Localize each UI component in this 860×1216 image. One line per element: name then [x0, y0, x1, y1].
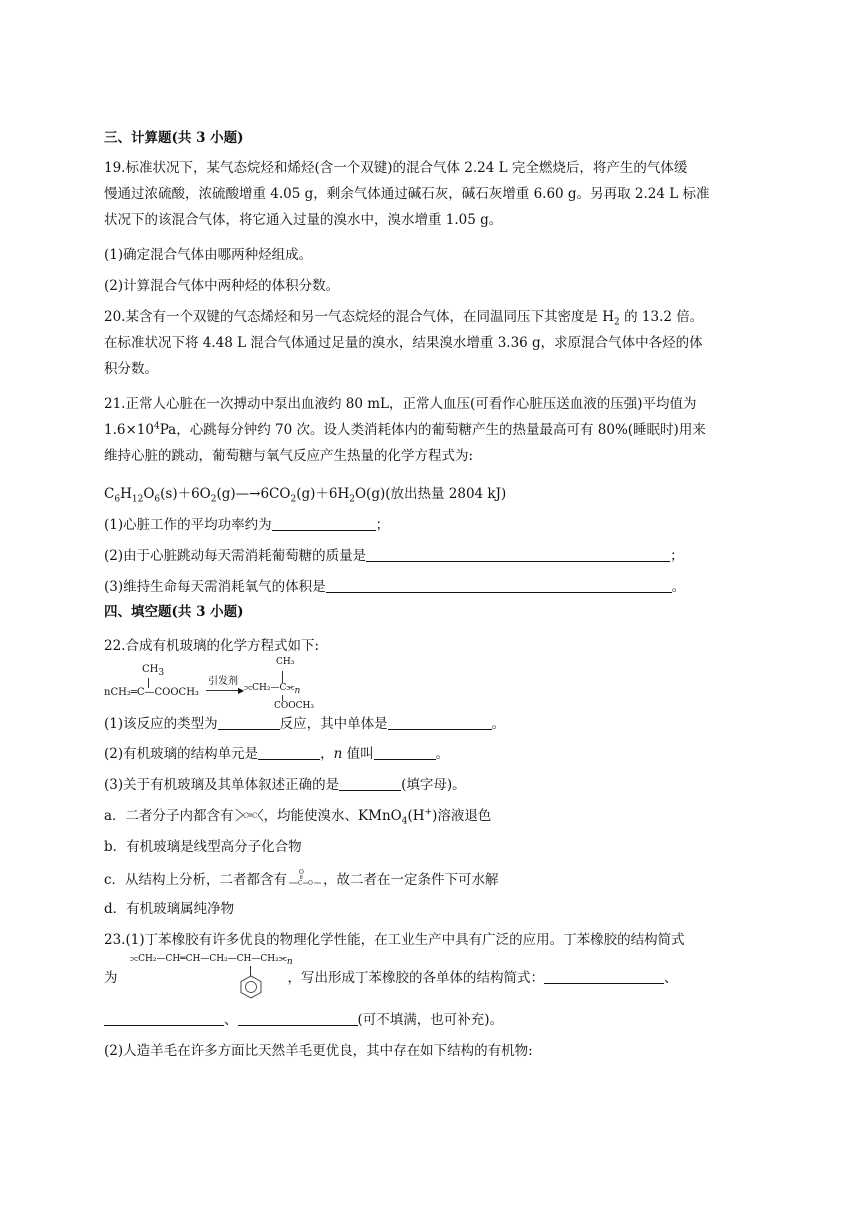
q23-line-3: 、 (可不填满，也可补充)。: [104, 1010, 503, 1030]
answer-blank[interactable]: [374, 745, 436, 760]
q22-option-d: d．有机玻璃属纯净物: [104, 901, 235, 917]
svg-text:C: C: [242, 812, 248, 820]
methyl-label: $CH_3$: [142, 664, 165, 678]
q21-equation: $C_6H_{12}O_6(s)+6O_2(g)—\to 6CO_2(g)+6H_2O(g)$(放出热量 2804 kJ): [104, 486, 507, 505]
q22-option-a: a．二者分子内都含有 C C ，均能使溴水、KMnO$_4$(H+)溶液退色: [104, 807, 492, 827]
monomer-formula: nCH₂═C—COOCH₃: [104, 687, 199, 698]
q21-sub-1: (1)心脏工作的平均功率约为 ；: [104, 517, 390, 533]
q19-line-3: 状况下的该混合气体，将它通入过量的溴水中，溴水增重 1.05 g。: [104, 212, 503, 228]
q20-line-1: 20.某含有一个双键的气态烯烃和另一气态烷烃的混合气体，在同温同压下其密度是 $H_2$ 的 13.2 倍。: [104, 309, 704, 328]
section-4-heading: 四、填空题(共 3 小题): [104, 604, 244, 620]
q22-sub-2: (2)有机玻璃的结构单元是 ，n 值叫 。: [104, 746, 450, 762]
polymer-backbone: $⫗CH_2—C⫘_n$: [244, 683, 301, 696]
q19-sub-2: (2)计算混合气体中两种烃的体积分数。: [104, 278, 340, 294]
answer-blank[interactable]: [258, 745, 320, 760]
svg-text:C: C: [251, 812, 257, 820]
cc-double-bond-icon: [234, 807, 264, 823]
q21-sub-3: (3)维持生命每天需消耗氧气的体积是 。: [104, 579, 686, 595]
polymer-methyl: CH₃: [276, 657, 295, 667]
answer-blank[interactable]: [339, 776, 401, 791]
bond-line: [282, 671, 283, 683]
sbr-structure-figure: [130, 954, 300, 1004]
q23-line-1: 23.(1)丁苯橡胶有许多优良的物理化学性能，在工业生产中具有广泛的应用。丁苯橡胶的结构简式: [104, 932, 685, 948]
q19-line-1: 19.标准状况下，某气态烷烃和烯烃(含一个双键)的混合气体 2.24 L 完全燃烧后，将产生的气体缓: [104, 160, 688, 176]
q23-line-4: (2)人造羊毛在许多方面比天然羊毛更优良，其中存在如下结构的有机物:: [104, 1043, 533, 1059]
answer-blank[interactable]: [218, 715, 280, 730]
q23-line-2: 为 ，写出形成丁苯橡胶的各单体的结构简式： 、: [104, 970, 678, 986]
sbr-backbone: $⫗CH_2—CH═CH—CH_2—CH—CH_2⫘_n$: [130, 954, 293, 967]
answer-blank[interactable]: [366, 547, 670, 562]
q19-line-2: 慢通过浓硫酸，浓硫酸增重 4.05 g，剩余气体通过碱石灰，碱石灰增重 6.60 g。另再取 2.24 L 标准: [104, 186, 710, 202]
answer-blank[interactable]: [104, 1011, 224, 1026]
pmma-reaction-figure: [104, 659, 324, 711]
q20-line-2: 在标准状况下将 4.48 L 混合气体通过足量的溴水，结果溴水增重 3.36 g，求原混合气体中各烃的体: [104, 335, 703, 351]
q22-intro: 22.合成有机玻璃的化学方程式如下:: [104, 638, 320, 654]
q21-sub-2: (2)由于心脏跳动每天需消耗葡萄糖的质量是 ；: [104, 548, 684, 564]
polymer-ester: COOCH₃: [274, 701, 314, 711]
benzene-ring-icon: [239, 975, 263, 999]
answer-blank[interactable]: [544, 969, 664, 984]
q19-sub-1: (1)确定混合气体由哪两种烃组成。: [104, 247, 313, 263]
q22-option-b: b．有机玻璃是线型高分子化合物: [104, 839, 302, 855]
svg-text:O: O: [299, 869, 304, 876]
q21-line-3: 维持心脏的跳动，葡萄糖与氧气反应产生热量的化学方程式为:: [104, 448, 474, 464]
arrow-head-icon: ▶: [238, 686, 245, 695]
answer-blank[interactable]: [272, 516, 376, 531]
q22-option-c: c．从结构上分析，二者都含有 O C O ，故二者在一定条件下可水解: [104, 869, 499, 888]
answer-blank[interactable]: [326, 578, 672, 593]
svg-text:C: C: [298, 880, 303, 887]
q22-sub-3: (3)关于有机玻璃及其单体叙述正确的是 (填字母)。: [104, 777, 466, 793]
q20-line-3: 积分数。: [104, 361, 158, 377]
q22-sub-1: (1)该反应的类型为 反应，其中单体是 。: [104, 716, 506, 732]
section-3-heading: 三、计算题(共 3 小题): [104, 130, 244, 146]
answer-blank[interactable]: [238, 1011, 358, 1026]
ester-group-icon: [287, 868, 323, 888]
catalyst-label: 引发剂: [208, 676, 238, 687]
svg-text:O: O: [308, 880, 313, 887]
reaction-arrow: [206, 690, 242, 691]
q21-line-1: 21.正常人心脏在一次搏动中泵出血液约 80 mL，正常人血压(可看作心脏压送血液的压强)平均值为: [104, 396, 697, 412]
answer-blank[interactable]: [388, 715, 492, 730]
q21-line-2: $1.6\times 10^4Pa$，心跳每分钟约 70 次。设人类消耗体内的葡萄糖产生的热量最高可有 80%(睡眠时)用来: [104, 421, 706, 438]
